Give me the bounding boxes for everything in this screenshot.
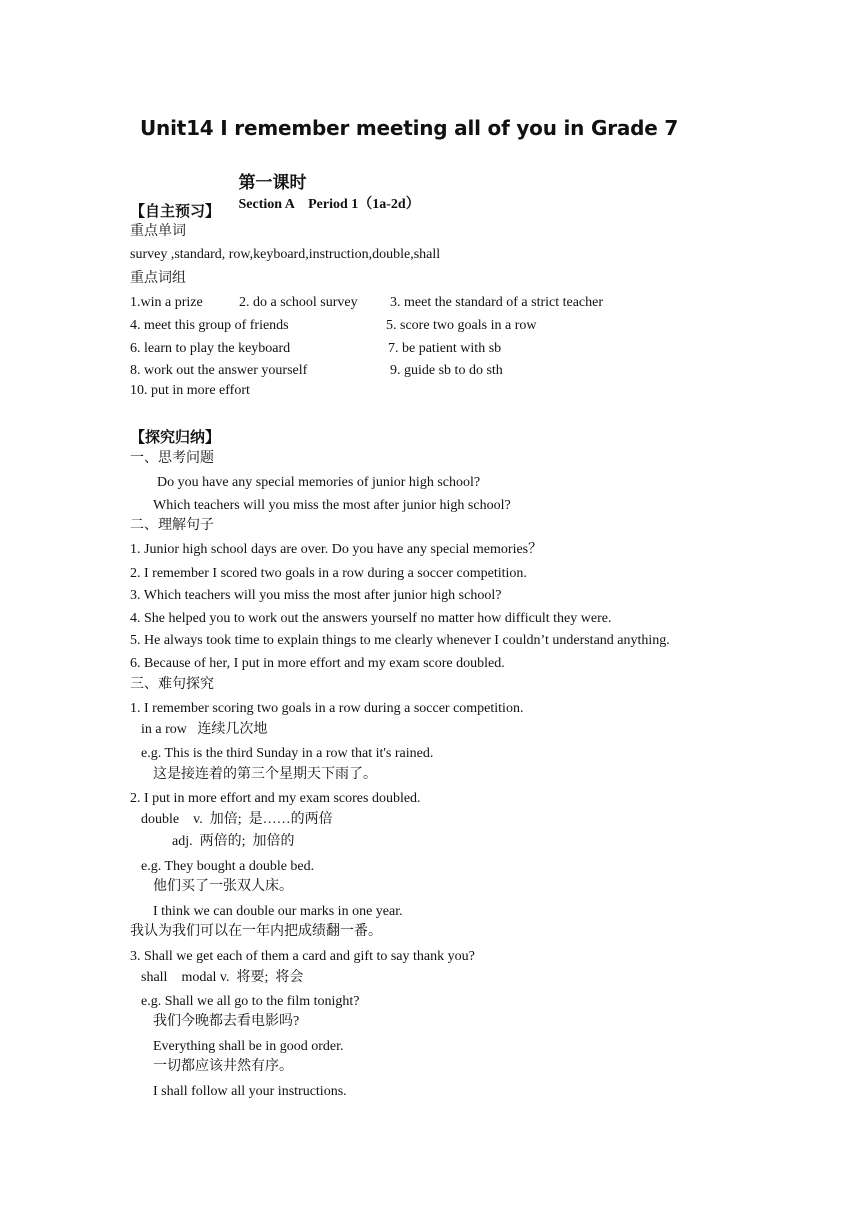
term-double-adj: adj. 两倍的; 加倍的: [172, 834, 295, 849]
term-double-verb: double v. 加倍; 是……的两倍: [141, 812, 333, 827]
phrase-item: 5. score two goals in a row: [386, 318, 537, 333]
phrase-item: 10. put in more effort: [130, 383, 250, 398]
phrase-item: 1.win a prize: [130, 295, 203, 310]
sentence-item: 2. I remember I scored two goals in a row during a soccer competition.: [130, 566, 527, 581]
part-label-sentences: 二、理解句子: [130, 518, 214, 533]
phrase-item: 7. be patient with sb: [388, 341, 502, 356]
example-translation: 这是接连着的第三个星期天下雨了。: [153, 767, 377, 782]
section-heading-explore: 【探究归纳】: [130, 428, 221, 446]
phrase-item: 2. do a school survey: [239, 295, 358, 310]
part-label-difficult: 三、难句探究: [130, 677, 214, 692]
example-sentence: e.g. They bought a double bed.: [141, 859, 315, 874]
example-translation: 一切都应该井然有序。: [153, 1059, 293, 1074]
key-words: survey ,standard, row,keyboard,instruction,double,shall: [130, 247, 441, 262]
words-label: 重点单词: [130, 224, 186, 239]
page-title: Unit14 I remember meeting all of you in Grade 7: [140, 116, 679, 140]
term-shall: shall modal v. 将要; 将会: [141, 970, 304, 985]
sentence-item: 4. She helped you to work out the answers yourself no matter how difficult they were.: [130, 611, 612, 626]
phrases-label: 重点词组: [130, 271, 186, 286]
page-subtitle: [230, 153, 420, 215]
example-sentence: e.g. This is the third Sunday in a row that it's rained.: [141, 746, 434, 761]
subtitle-en: Section A Period 1（1a-2d）: [238, 197, 420, 212]
phrase-item: 9. guide sb to do sth: [390, 363, 503, 378]
difficult-sentence-3: 3. Shall we get each of them a card and gift to say thank you?: [130, 949, 475, 964]
sentence-item: 6. Because of her, I put in more effort and my exam score doubled.: [130, 656, 505, 671]
example-sentence: I shall follow all your instructions.: [153, 1084, 347, 1099]
question-item: Which teachers will you miss the most after junior high school?: [153, 498, 511, 513]
sentence-item: 1. Junior high school days are over. Do you have any special memories？: [130, 542, 543, 557]
phrase-item: 3. meet the standard of a strict teacher: [390, 295, 604, 310]
example-translation: 我认为我们可以在一年内把成绩翻一番。: [130, 924, 382, 939]
example-translation: 他们买了一张双人床。: [153, 879, 293, 894]
phrase-item: 8. work out the answer yourself: [130, 363, 308, 378]
part-label-questions: 一、思考问题: [130, 451, 214, 466]
example-sentence: Everything shall be in good order.: [153, 1039, 344, 1054]
phrase-item: 4. meet this group of friends: [130, 318, 289, 333]
sentence-item: 5. He always took time to explain things to me clearly whenever I couldn’t understand anything.: [130, 633, 670, 648]
example-sentence: e.g. Shall we all go to the film tonight?: [141, 994, 360, 1009]
question-item: Do you have any special memories of junior high school?: [157, 475, 481, 490]
difficult-sentence-2: 2. I put in more effort and my exam scores doubled.: [130, 791, 421, 806]
example-translation: 我们今晚都去看电影吗?: [153, 1014, 300, 1029]
example-sentence: I think we can double our marks in one year.: [153, 904, 403, 919]
term-in-a-row: in a row 连续几次地: [141, 722, 268, 737]
phrase-item: 6. learn to play the keyboard: [130, 341, 291, 356]
section-heading-preview: 【自主预习】: [130, 202, 221, 220]
difficult-sentence-1: 1. I remember scoring two goals in a row during a soccer competition.: [130, 701, 524, 716]
sentence-item: 3. Which teachers will you miss the most after junior high school?: [130, 588, 502, 603]
subtitle-cn: 第一课时: [238, 173, 307, 192]
